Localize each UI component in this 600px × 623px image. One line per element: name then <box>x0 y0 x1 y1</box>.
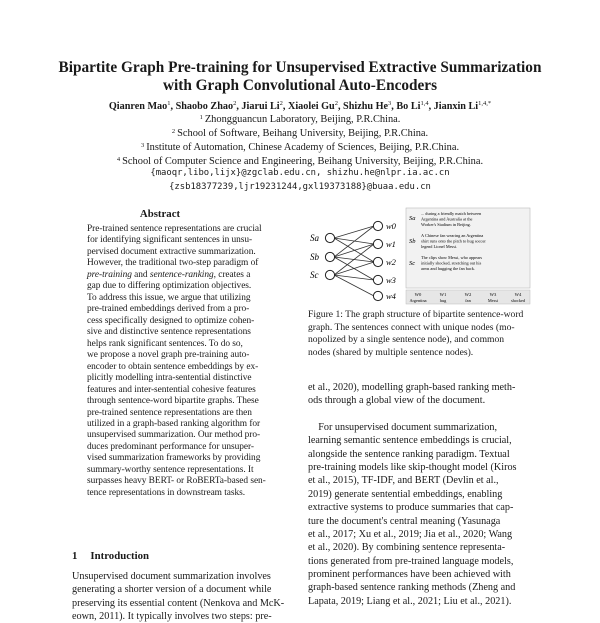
right-column-line: et al., 2020). By combining sentence representa- <box>308 542 506 554</box>
abstract-line: pre-trained sentence representations are then <box>87 407 252 418</box>
right-column-line: et al., 2020), modelling graph-based ranking meth- <box>308 382 516 393</box>
author-affiliation-marker: 1,4,* <box>478 100 492 107</box>
right-column-line: ods through a global view of the document. <box>308 395 486 407</box>
introduction-line: Unsupervised document summarization involves <box>72 571 271 582</box>
word-table <box>406 290 530 304</box>
abstract-line: pre-trained embeddings derived from a pro- <box>87 304 250 315</box>
abstract-line: To address this issue, we argue that utilizing <box>87 292 251 303</box>
abstract-line: plicitly modelling intra-sentential distinctive <box>87 373 252 384</box>
right-column-line: alongside the sentence ranking paradigm. Textual <box>308 448 510 460</box>
author-email-line-2: {zsb18377239,ljr19231244,gxl19373188}@buaa.edu.cn <box>169 182 431 192</box>
sentence-c-line-2: initially shocked, stretching out his <box>421 260 482 266</box>
sentence-a-line-3: Worker's Stadium in Beijing. <box>421 222 471 227</box>
sentence-node-label-sc: Sc <box>310 270 319 280</box>
bipartite-graph-figure <box>306 208 530 304</box>
sentence-a-line-1: ... during a friendly match between <box>421 211 482 216</box>
abstract-line: pre-training and sentence-ranking, creates a <box>87 269 251 280</box>
affiliation-2: $^2$ School of Software, Beihang University, Beijing, P.R.China. <box>171 128 429 139</box>
affiliation-1: $^1$ Zhongguancun Laboratory, Beijing, P.R.China. <box>199 114 401 125</box>
section-title: Introduction <box>90 550 150 562</box>
author-name: Jianxin Li <box>433 101 479 112</box>
section-number: 1 <box>72 550 78 562</box>
right-column-line: learning semantic sentence embeddings is crucial, <box>308 435 512 447</box>
sentence-text-box <box>406 208 530 288</box>
abstract-line: we propose a novel graph pre-training auto- <box>87 350 250 361</box>
figure-caption-line-1: Figure 1: The graph structure of bipartite sentence-word <box>308 309 524 320</box>
word-node-w3 <box>373 275 382 284</box>
abstract-line: unsupervised summarization. Our method pro- <box>87 430 261 441</box>
introduction-line: preserving its essential content (Nenkova and McK- <box>72 597 285 609</box>
abstract-line: for identifying significant sentences in unsu- <box>87 235 253 246</box>
abstract-line: cess specifically designed to optimize cohen- <box>87 315 255 326</box>
word-node-label-w4: w4 <box>386 291 396 301</box>
section-heading-introduction <box>72 550 149 562</box>
author-affiliation-marker: 2 <box>279 100 283 107</box>
figure-caption-line-3: nopolized by a single sentence node), and common <box>308 334 505 345</box>
word-table-word-w4: shocked <box>510 298 526 303</box>
sentence-box-label-sb: Sb <box>409 238 416 245</box>
word-table-id-w4: W4 <box>514 292 522 297</box>
figure-caption-line-4: nodes (shared by multiple sentence nodes). <box>308 346 474 358</box>
edge-sb-w1 <box>334 244 374 257</box>
edge-sa-w0 <box>334 226 374 238</box>
abstract-heading: Abstract <box>139 208 181 220</box>
author-name: Jiarui Li <box>241 101 280 112</box>
graph-edges <box>334 226 374 296</box>
word-node-w1 <box>373 239 382 248</box>
affiliation-4: $^4$ School of Computer Science and Engineering, Beihang University, Beijing, P.R.China. <box>116 156 484 167</box>
sentence-node-sc <box>325 270 334 279</box>
author-name: Xiaolei Gu <box>287 101 335 112</box>
edge-sc-w2 <box>334 262 374 275</box>
word-table-word-w1: hug <box>439 298 447 303</box>
word-table-word-w3: Messi <box>487 298 499 303</box>
word-node-label-w1: w1 <box>386 239 396 249</box>
abstract-line: pervised document extractive summarization. <box>87 246 256 257</box>
abstract-line: features and inter-sentential cohesive features <box>87 384 256 395</box>
figure-1 <box>306 208 530 304</box>
author-list: Qianren Mao$^1$, Shaobo Zhao$^2$, Jiarui Li$^2$, Xiaolei Gu$^2$, Shizhu He$^3$, Bo Li$^{1,4}$, Jianxin $Li^{1,4,*}$ <box>108 100 492 112</box>
word-node-w4 <box>373 291 382 300</box>
sentence-box-label-sa: Sa <box>409 215 416 222</box>
abstract-line: summary-worthy sentence representations. It <box>87 464 254 475</box>
word-node-w0 <box>373 221 382 230</box>
abstract-line: through sentence-word bipartite graphs. These <box>87 396 259 407</box>
sentence-node-label-sb: Sb <box>310 252 319 262</box>
right-column-line: prominent performances have been achieved with <box>308 568 511 580</box>
sentence-a-line-2: Argentina and Australia at the <box>421 216 473 222</box>
author-email-line-1: {maoqr,libo,lijx}@zgclab.edu.cn, shizhu.he@nlpr.ia.ac.cn <box>150 168 450 178</box>
author-affiliation-marker: 1 <box>167 100 171 107</box>
abstract-line: utilized in a graph-based ranking algorithm for <box>87 418 261 429</box>
abstract-line: Pre-trained sentence representations are crucial <box>87 224 262 234</box>
figure-caption-line-2: graph. The sentences connect with unique nodes (mo- <box>308 321 515 333</box>
paper-title-line-2: with Graph Convolutional Auto-Encoders <box>162 77 438 94</box>
introduction-line: eown, 2011). It typically involves two steps: pre- <box>72 611 272 623</box>
abstract-line: vised summarization frameworks by providing <box>87 453 261 464</box>
abstract-line: tence representations in downstream tasks. <box>87 487 246 498</box>
abstract-line: encoder to obtain sentence embeddings by ex- <box>87 361 259 372</box>
word-node-label-w2: w2 <box>386 257 396 267</box>
right-column-line: extractive systems to produce summaries that cap- <box>308 502 514 514</box>
word-node-label-w3: w3 <box>386 275 396 285</box>
affiliation-3: $^3$ Institute of Automation, Chinese Academy of Sciences, Beijing, P.R.China. <box>140 142 460 153</box>
word-table-id-w1: W1 <box>439 292 447 297</box>
sentence-box-label-sc: Sc <box>409 260 416 267</box>
paper-title-line-1: Bipartite Graph Pre-training for Unsupervised Extractive Summarization <box>58 59 542 76</box>
abstract-line: surpasses heavy BERT- or RoBERTa-based sen- <box>87 476 266 487</box>
right-column-line: For unsupervised document summarization, <box>308 422 498 434</box>
author-name: Shizhu He <box>343 101 389 112</box>
word-table-id-w3: W3 <box>489 292 497 297</box>
word-table-id-w0: W0 <box>414 292 422 297</box>
edge-sc-w4 <box>334 275 374 296</box>
right-column-line: graph-based sentence ranking methods (Zheng and <box>308 582 516 594</box>
word-node-label-w0: w0 <box>386 221 396 231</box>
abstract-line: duces predominant performance for unsuper- <box>87 441 254 452</box>
word-table-word-w2: fan <box>465 298 471 303</box>
author-affiliation-marker: 3 <box>388 100 392 107</box>
sentence-c-line-1: The clips show Messi, who appears <box>421 255 483 260</box>
sentence-b-line-2: shirt runs onto the pitch to hug soccer <box>421 238 486 244</box>
author-affiliation-marker: 2 <box>334 100 338 107</box>
author-name: Shaobo Zhao <box>175 101 234 112</box>
right-column-line: pre-training models like skip-thought model (Kiros <box>308 462 517 474</box>
abstract-line: sive and distinctive sentence representations <box>87 327 251 338</box>
abstract-line: However, the traditional two-step paradigm of <box>87 258 259 269</box>
introduction-line: generating a shorter version of a document while <box>72 584 272 596</box>
right-column-line: ture the document's central meaning (Yasunaga <box>308 515 501 527</box>
right-column-line: et al., 2015), TF-IDF, and BERT (Devlin et al., <box>308 475 499 487</box>
author-name: Bo Li <box>396 101 421 112</box>
sentence-node-sa <box>325 233 334 242</box>
sentence-c-line-3: arms and hugging the fan back. <box>421 266 475 271</box>
abstract-line: gap due to differing optimization objectives. <box>87 281 252 292</box>
sentence-b-line-1: A Chinese fan wearing an Argentina <box>421 233 484 238</box>
sentence-b-line-3: legend Lionel Messi. <box>421 244 458 249</box>
right-column-line: et al., 2017; Xu et al., 2019; Jia et al., 2020; Wang <box>308 528 513 540</box>
word-table-id-w2: W2 <box>464 292 472 297</box>
right-column-line: Lapata, 2019; Liang et al., 2021; Liu et al., 2021). <box>308 595 512 607</box>
sentence-node-label-sa: Sa <box>310 233 319 243</box>
sentence-node-sb <box>325 252 334 261</box>
edge-sc-w3 <box>334 275 374 280</box>
edge-sc-w1 <box>334 244 374 275</box>
sentence-nodes <box>310 233 335 280</box>
right-column-line: tions generated from pre-trained language models, <box>308 555 514 567</box>
word-table-word-w0: Argentina <box>409 298 427 303</box>
word-node-w2 <box>373 257 382 266</box>
right-column-line: 2019) generate sentential embeddings, enabling <box>308 488 503 500</box>
abstract-line: helps rank significant sentences. To do so, <box>87 338 243 349</box>
author-affiliation-marker: 2 <box>233 100 237 107</box>
author-name: Qianren Mao <box>108 101 168 112</box>
author-affiliation-marker: 1,4 <box>420 100 429 107</box>
word-nodes <box>373 221 396 301</box>
